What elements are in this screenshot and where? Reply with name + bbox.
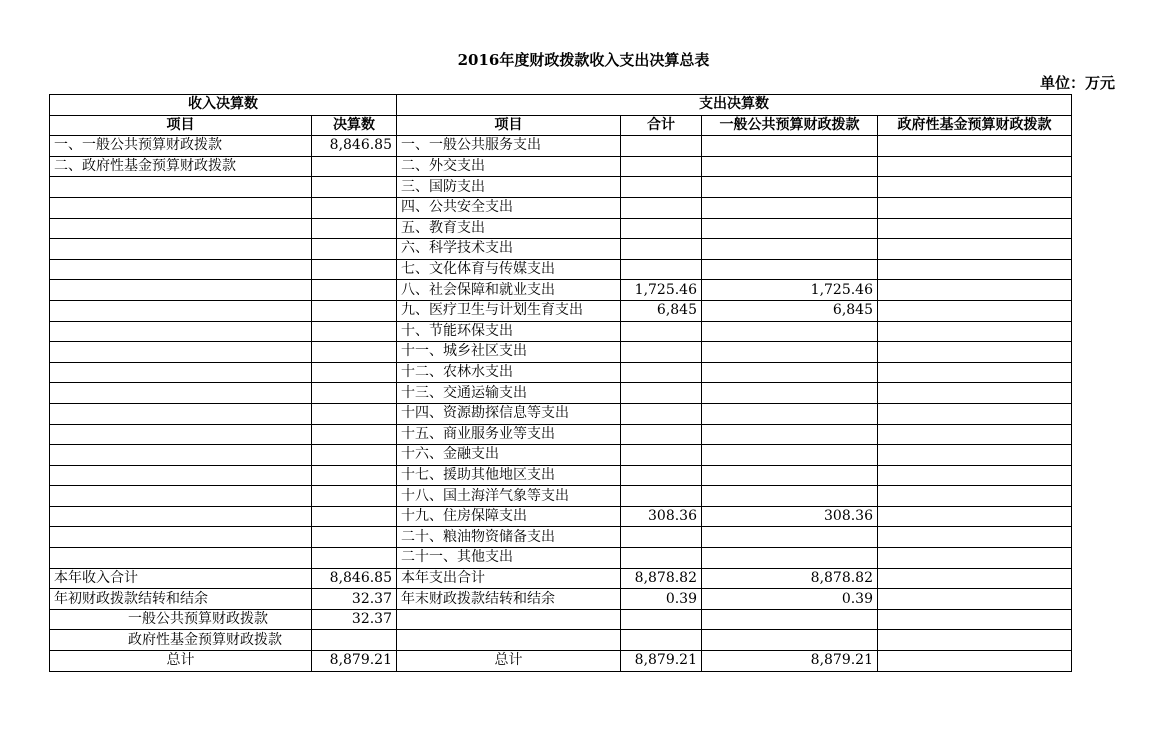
expense-item-cell: 二十、粮油物资储备支出 <box>397 527 621 548</box>
expense-fund-cell <box>878 651 1072 672</box>
expense-item-cell: 十九、住房保障支出 <box>397 506 621 527</box>
expense-item-cell: 十七、援助其他地区支出 <box>397 465 621 486</box>
income-item-cell <box>50 342 312 363</box>
table-row <box>50 259 1072 280</box>
expense-general-header: 一般公共预算财政拨款 <box>702 115 878 136</box>
expense-total-cell <box>621 156 702 177</box>
expense-item-cell: 十、节能环保支出 <box>397 321 621 342</box>
expense-general-cell <box>702 197 878 218</box>
income-item-cell: 一、一般公共预算财政拨款 <box>50 136 312 157</box>
expense-fund-cell <box>878 218 1072 239</box>
expense-item-cell: 十五、商业服务业等支出 <box>397 424 621 445</box>
income-item-cell <box>50 465 312 486</box>
expense-total-cell: 8,879.21 <box>621 651 702 672</box>
expense-fund-header: 政府性基金预算财政拨款 <box>878 115 1072 136</box>
expense-item-cell: 二、外交支出 <box>397 156 621 177</box>
expense-total-cell <box>621 342 702 363</box>
expense-item-cell: 十二、农林水支出 <box>397 362 621 383</box>
income-item-cell <box>50 280 312 301</box>
income-amount-cell <box>312 321 397 342</box>
income-item-cell <box>50 218 312 239</box>
income-item-cell <box>50 383 312 404</box>
expense-general-cell: 0.39 <box>702 589 878 610</box>
expense-total-cell <box>621 609 702 630</box>
income-item-cell <box>50 321 312 342</box>
expense-total-cell <box>621 321 702 342</box>
income-amount-cell: 32.37 <box>312 609 397 630</box>
expense-item-cell: 十一、城乡社区支出 <box>397 342 621 363</box>
table-row <box>50 465 1072 486</box>
table-row <box>50 300 1072 321</box>
expense-fund-cell <box>878 403 1072 424</box>
table-row <box>50 548 1072 569</box>
income-item-cell <box>50 239 312 260</box>
expense-fund-cell <box>878 424 1072 445</box>
expense-fund-cell <box>878 197 1072 218</box>
table-row <box>50 136 1072 157</box>
expense-total-cell <box>621 630 702 651</box>
expense-general-cell: 8,878.82 <box>702 568 878 589</box>
table-row <box>50 218 1072 239</box>
expense-item-cell: 十三、交通运输支出 <box>397 383 621 404</box>
income-item-cell <box>50 259 312 280</box>
table-row <box>50 342 1072 363</box>
expense-general-cell <box>702 445 878 466</box>
expense-item-cell <box>397 630 621 651</box>
income-amount-cell: 8,879.21 <box>312 651 397 672</box>
expense-general-cell <box>702 548 878 569</box>
income-item-cell: 二、政府性基金预算财政拨款 <box>50 156 312 177</box>
expense-total-cell <box>621 362 702 383</box>
income-item-cell <box>50 548 312 569</box>
expense-fund-cell <box>878 506 1072 527</box>
expense-total-cell <box>621 548 702 569</box>
expense-total-cell <box>621 218 702 239</box>
table-row <box>50 321 1072 342</box>
expense-total-cell: 0.39 <box>621 589 702 610</box>
expense-total-cell <box>621 527 702 548</box>
table-row <box>50 424 1072 445</box>
expense-item-cell: 五、教育支出 <box>397 218 621 239</box>
income-amount-cell <box>312 465 397 486</box>
income-amount-cell <box>312 197 397 218</box>
expense-fund-cell <box>878 445 1072 466</box>
expense-item-cell: 年末财政拨款结转和结余 <box>397 589 621 610</box>
income-item-cell: 政府性基金预算财政拨款 <box>50 630 312 651</box>
income-item-cell <box>50 300 312 321</box>
expense-item-cell: 十六、金融支出 <box>397 445 621 466</box>
table-row <box>50 177 1072 198</box>
expense-general-cell <box>702 630 878 651</box>
income-amount-cell <box>312 156 397 177</box>
expense-item-cell: 本年支出合计 <box>397 568 621 589</box>
income-amount-cell <box>312 548 397 569</box>
expense-general-cell: 1,725.46 <box>702 280 878 301</box>
table-row <box>50 527 1072 548</box>
expense-general-cell <box>702 403 878 424</box>
expense-fund-cell <box>878 362 1072 383</box>
expense-fund-cell <box>878 630 1072 651</box>
income-amount-cell <box>312 239 397 260</box>
income-item-cell: 年初财政拨款结转和结余 <box>50 589 312 610</box>
expense-item-cell: 二十一、其他支出 <box>397 548 621 569</box>
income-amount-cell <box>312 403 397 424</box>
expense-fund-cell <box>878 300 1072 321</box>
income-amount-cell <box>312 259 397 280</box>
expense-total-cell <box>621 465 702 486</box>
expense-total-cell <box>621 424 702 445</box>
expense-fund-cell <box>878 177 1072 198</box>
expense-total-cell <box>621 197 702 218</box>
expense-item-cell: 一、一般公共服务支出 <box>397 136 621 157</box>
income-amount-cell <box>312 506 397 527</box>
table-row <box>50 630 1072 651</box>
table-row <box>50 445 1072 466</box>
expense-general-cell: 308.36 <box>702 506 878 527</box>
table-row <box>50 280 1072 301</box>
page-title: 2016年度财政拨款收入支出决算总表 <box>457 51 710 69</box>
table-row <box>50 403 1072 424</box>
income-amount-cell: 8,846.85 <box>312 136 397 157</box>
expense-fund-cell <box>878 383 1072 404</box>
expense-general-cell <box>702 527 878 548</box>
expense-item-cell: 十八、国土海洋气象等支出 <box>397 486 621 507</box>
expense-item-cell <box>397 609 621 630</box>
expense-fund-cell <box>878 486 1072 507</box>
income-amount-cell <box>312 342 397 363</box>
table-row <box>50 651 1072 672</box>
expense-general-cell <box>702 156 878 177</box>
table-row <box>50 156 1072 177</box>
income-item-cell <box>50 403 312 424</box>
expense-general-cell <box>702 609 878 630</box>
expense-item-cell: 三、国防支出 <box>397 177 621 198</box>
expense-fund-cell <box>878 548 1072 569</box>
expense-total-cell <box>621 445 702 466</box>
expense-total-header: 合计 <box>621 115 702 136</box>
income-amount-cell: 32.37 <box>312 589 397 610</box>
expense-general-cell <box>702 218 878 239</box>
income-amount-cell <box>312 383 397 404</box>
income-item-cell: 本年收入合计 <box>50 568 312 589</box>
table-row <box>50 197 1072 218</box>
expense-total-cell <box>621 177 702 198</box>
income-item-cell <box>50 527 312 548</box>
income-item-cell <box>50 362 312 383</box>
expense-general-cell <box>702 239 878 260</box>
income-amount-cell <box>312 280 397 301</box>
expense-fund-cell <box>878 280 1072 301</box>
expense-total-cell <box>621 259 702 280</box>
expense-group-header: 支出决算数 <box>397 95 1072 116</box>
expense-fund-cell <box>878 239 1072 260</box>
expense-fund-cell <box>878 136 1072 157</box>
expense-fund-cell <box>878 156 1072 177</box>
income-amount-cell <box>312 445 397 466</box>
expense-general-cell <box>702 342 878 363</box>
income-item-cell <box>50 177 312 198</box>
expense-fund-cell <box>878 609 1072 630</box>
expense-general-cell: 8,879.21 <box>702 651 878 672</box>
expense-general-cell <box>702 177 878 198</box>
expense-general-cell <box>702 362 878 383</box>
income-item-cell <box>50 424 312 445</box>
unit-label: 单位：万元 <box>1039 74 1115 92</box>
income-item-cell <box>50 445 312 466</box>
expense-item-header: 项目 <box>397 115 621 136</box>
expense-total-cell: 6,845 <box>621 300 702 321</box>
expense-total-cell <box>621 383 702 404</box>
expense-fund-cell <box>878 465 1072 486</box>
income-amount-cell <box>312 486 397 507</box>
group-header-row <box>50 95 1072 116</box>
expense-item-cell: 八、社会保障和就业支出 <box>397 280 621 301</box>
expense-fund-cell <box>878 568 1072 589</box>
table-row <box>50 383 1072 404</box>
expense-general-cell <box>702 424 878 445</box>
expense-total-cell <box>621 136 702 157</box>
income-item-cell: 一般公共预算财政拨款 <box>50 609 312 630</box>
expense-fund-cell <box>878 527 1072 548</box>
table-row <box>50 609 1072 630</box>
expense-total-cell <box>621 239 702 260</box>
income-item-cell <box>50 486 312 507</box>
expense-total-cell <box>621 403 702 424</box>
income-amount-cell <box>312 218 397 239</box>
budget-summary-table <box>49 94 1072 672</box>
income-amount-cell <box>312 362 397 383</box>
income-amount-cell <box>312 527 397 548</box>
income-item-cell: 总计 <box>50 651 312 672</box>
income-amount-cell <box>312 300 397 321</box>
expense-general-cell <box>702 465 878 486</box>
expense-fund-cell <box>878 589 1072 610</box>
expense-item-cell: 七、文化体育与传媒支出 <box>397 259 621 280</box>
table-row <box>50 486 1072 507</box>
income-item-cell <box>50 197 312 218</box>
income-amount-cell <box>312 630 397 651</box>
income-item-cell <box>50 506 312 527</box>
expense-total-cell <box>621 486 702 507</box>
expense-general-cell <box>702 383 878 404</box>
expense-item-cell: 十四、资源勘探信息等支出 <box>397 403 621 424</box>
table-row <box>50 239 1072 260</box>
column-header-row <box>50 115 1072 136</box>
expense-fund-cell <box>878 321 1072 342</box>
income-amount-cell: 8,846.85 <box>312 568 397 589</box>
expense-general-cell <box>702 259 878 280</box>
income-amount-cell <box>312 177 397 198</box>
expense-general-cell <box>702 136 878 157</box>
expense-fund-cell <box>878 342 1072 363</box>
expense-general-cell <box>702 321 878 342</box>
income-amount-cell <box>312 424 397 445</box>
expense-total-cell: 308.36 <box>621 506 702 527</box>
table-row <box>50 362 1072 383</box>
expense-item-cell: 总计 <box>397 651 621 672</box>
income-group-header: 收入决算数 <box>50 95 397 116</box>
expense-total-cell: 8,878.82 <box>621 568 702 589</box>
table-row <box>50 589 1072 610</box>
income-amount-header: 决算数 <box>312 115 397 136</box>
expense-general-cell <box>702 486 878 507</box>
expense-item-cell: 四、公共安全支出 <box>397 197 621 218</box>
expense-item-cell: 六、科学技术支出 <box>397 239 621 260</box>
expense-item-cell: 九、医疗卫生与计划生育支出 <box>397 300 621 321</box>
expense-general-cell: 6,845 <box>702 300 878 321</box>
expense-fund-cell <box>878 259 1072 280</box>
table-row <box>50 568 1072 589</box>
table-row <box>50 506 1072 527</box>
expense-total-cell: 1,725.46 <box>621 280 702 301</box>
income-item-header: 项目 <box>50 115 312 136</box>
